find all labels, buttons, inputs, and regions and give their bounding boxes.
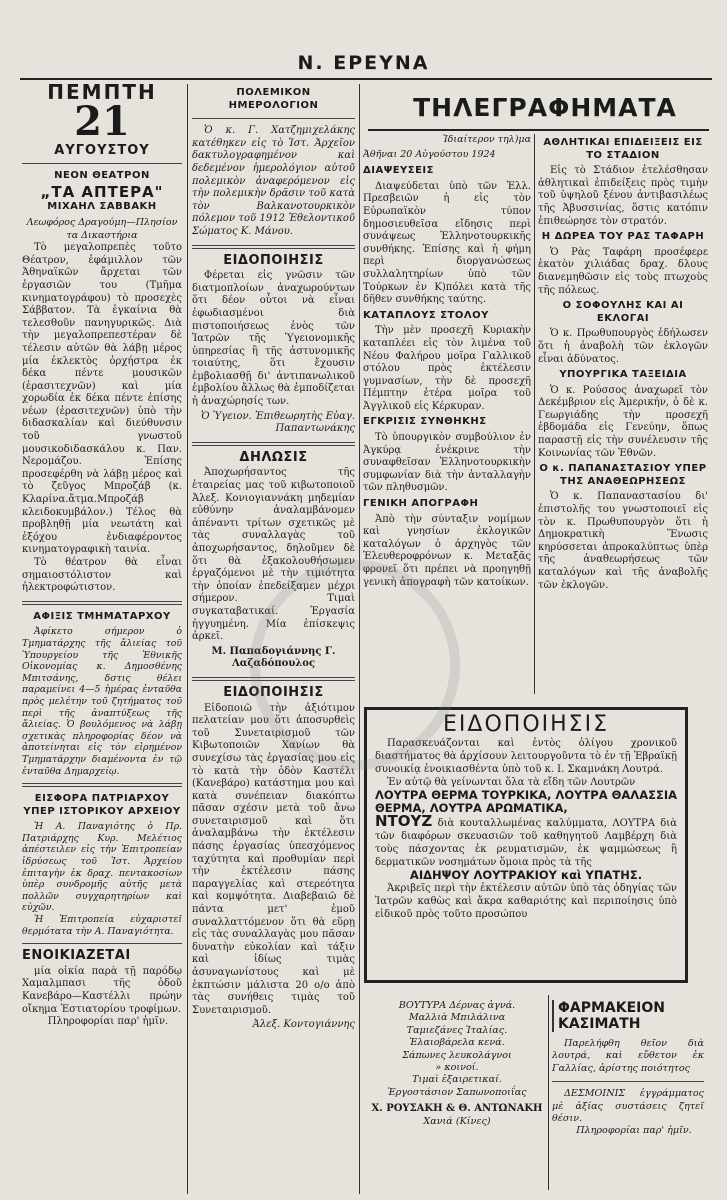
butter-place: Χανιά (Κίνες) (423, 1115, 491, 1127)
butter-line: Τιμαὶ ἐξαιρετικαί. (412, 1074, 502, 1086)
pact-text: Τὸ ὑπουργικὸν συμβούλιον ἐν Ἀγκύρᾳ ἐνέκρινε τὴν συναφθεῖσαν Ἑλληνοτουρκικὴν συμφωνίαν διὰ τὴν ἀνταλλαγὴν τῶν πληθυσμῶν. (363, 432, 531, 494)
weekday: ΠΕΜΠΤΗ (47, 84, 157, 104)
column-divider (548, 995, 549, 1190)
theatre-text-2: Τὸ θέατρον θὰ εἶναι σημαιοστόλιστον καὶ ἠλεκτροφώτιστον. (22, 557, 182, 594)
theatre-heading: ΝΕΟΝ ΘΕΑΤΡΟΝ (54, 170, 150, 182)
theatre-location: Λεωφόρος Δραγούμη—Πλησίον τα Δικαστήρια (26, 216, 178, 241)
gift-heading: Η ΔΩΡΕΑ ΤΟΥ ΡΑΣ ΤΑΦΑΡΗ (541, 231, 705, 243)
trip-text: Ὁ κ. Ρούσσος ἀναχωρεῖ τὸν Δεκέμβριον εἰς Ἀμερικήν, ὁ δὲ κ. Γεωργιάδης τὴν προσεχῆ ἑβδομάδα εἰς Γενεύην, ὅπως παραστῇ εἰς τὴν συνέλευσιν τῆς Κοινωνίας τῶν Ἐθνῶν. (538, 384, 708, 459)
telegram-dateline: Ἀθῆναι 20 Αὐγούστου 1924 (363, 148, 496, 160)
patriarch-heading: ΕΙΣΦΟΡΑ ΠΑΤΡΙΑΡΧΟΥ ΥΠΕΡ ΙΣΤΟΡΙΚΟΥ ΑΡΧΕΙΟΥ (23, 793, 181, 817)
declaration-signature: Μ. Παπαδογιάννης Γ. Λαζαδόπουλος (211, 645, 336, 670)
sport-text: Εἰς τὸ Στάδιον ἐτελέσθησαν ἀθλητικαὶ ἐπιδείξεις πρὸς τιμὴν τοῦ ὑψηλοῦ ξένου ἀντιβασιλέως τῆς Ἀβυσσινίας, ὅστις κατόπιν ἐπιθεώρησε τὸν στρατόν. (538, 165, 708, 227)
butter-line: ΒΟΥΤΥΡΑ Δέρνας ἁγνά. (398, 1000, 516, 1011)
baths-notice-title: ΕΙΔΟΠΟΙΗΣΙΣ (443, 712, 609, 737)
patriarch-text: Ἡ Α. Παναγιότης ὁ Πρ. Πατριάρχης Κυρ. Μελέτιος ἀπέστειλεν εἰς τὴν Ἐπιτροπείαν ἱδρύσεως τοῦ Ἱστ. Ἀρχείου ἐπιταγὴν ἐκ δραχ. πεντακοσίων ὑπὲρ συνδρομῆς αὐτῆς μετὰ πολλῶν συγχαρητηρίων καὶ εὐχῶν. (22, 821, 182, 914)
theatre-name: „ΤΑ ΑΠΤΕΡΑ" (40, 182, 164, 201)
census-text: Ἀπὸ τὴν σύνταξιν νομίμων καὶ γνησίων ἐκλογικῶν καταλόγων ὁ ἀρχηγὸς τῶν Ἐλευθεροφρόνων κ. Μεταξᾶς φρονεῖ ὅτι πρέπει νὰ προηγηθῇ γενικὴ ἀπογραφὴ τῶν κατοίκων. (363, 513, 531, 588)
notice-1-signature: Ὁ Ὑγειον. Ἐπιθεωρητὴς Εὐαγ. Παπαντωνάκης (200, 410, 355, 435)
telegram-special: Ἰδιαίτερον τηλ)μα (442, 134, 531, 145)
arrival-text: Ἀφίκετο σήμερον ὁ Τμηματάρχης τῆς ἄλιείας τοῦ Ὑπουργείου τῆς Ἐθνικῆς Οἰκονομίας κ. Δημοσθένης Μπιτσάνης, δστις θέλει παραμείνει 4—5 ἡμέρας ἐνταῦθα πρὸς μελέτην τοῦ ζητήματος τοῦ περὶ τῆς ἀναπτύξεως τῆς ἄλιείας. Ὁ βουλόμενος νὰ λάβῃ σχετικὰς πληροφορίας δέον νὰ ἀποτείνηται εἰς τὸν εἰρημένον Τμηματάρχην διαμένοντα ἐν τῷ ἐνταῦθα Δημαρχείῳ. (22, 626, 182, 777)
gift-text: Ὁ Ρὰς Ταφάρη προσέφερε ἑκατὸν χιλιάδας δραχ. δλους διανεμηθῶσιν εἰς τοὺς πτωχοὺς τῆς πόλεως. (538, 246, 708, 296)
column-divider (534, 134, 535, 694)
declaration-heading: ΔΗΛΩΣΙΣ (239, 449, 308, 465)
baths-text-2: Ἐν αὐτῷ θὰ γείνωνται ὅλα τὰ εἴδη τῶν Λουτρῶν (387, 777, 636, 788)
baths-text-3: διὰ κουταλλωμένας καλύμματα, ΛΟΥΤΡΑ διὰ τῶν διαφόρων σκευασιῶν τοῦ καθηγητοῦ Λαμβέρχη διὰ τοὺς πάσχοντας ἐκ ρευματισμῶν, ἐκ ψαμμώσεως ἢ δερματικῶν νοσημάτων ὅμοια πρὸς τὰ τῆς (375, 818, 677, 868)
rent-text: μία οἰκία παρὰ τῇ παρόδῳ Χαμαλμπασι τῆς ὁδοῦ Κανεβάρο—Καστέλλι πρώην οἴκημα Ἐστιατορίου τροφίμων. (22, 965, 182, 1015)
butter-line: » κοινοί. (435, 1062, 479, 1074)
notice-1-text: Φέρεται εἰς γνῶσιν τῶν διατμοπλοίων ἀναχωρούντων ὅτι δέον οὗτοι νὰ εἶναι ἐφωδιασμένοι διὰ πιστοποιήσεως ἑνὸς τῶν Ἰατρῶν τῆς Ὑγειονομικῆς ὑπηρεσίας ἢ τῆς ἀστυνομικῆς τοιαύτης, ὅτι ἔχουσιν ἐμβολιασθῇ δι' ἀντιπανωλικοῦ ἐμβολίου ἄλλως θὰ ἐμποδίζεται ἡ ἀναχώρησίς των. (192, 270, 355, 408)
papanastasiou-heading: Ο κ. ΠΑΠΑΝΑΣΤΑΣΙΟΥ ΥΠΕΡ ΤΗΣ ΑΝΑΘΕΩΡΗΣΕΩΣ (539, 463, 707, 487)
butter-line: Ἐλαιοβάρελα κενά. (409, 1037, 505, 1049)
denial-text: Διαψεύδεται ὑπὸ τῶν Ἑλλ. Πρεσβειῶν ἡ εἰς τὸν Εὐρωπαϊκὸν τύπον δημοσιευθεῖσα εἴδησις περὶ συνάψεως Ἑλληνοτουρκικῆς συνθήκης. Ἐπίσης καὶ ἡ φήμη περὶ διοργανώσεως συλλαλητηρίων ὑπὸ τῶν Τούρκων ἐν Κ)πόλει κατὰ τῆς δῆθεν συνθήκης ταύτης. (363, 180, 531, 306)
pharmacy-title: ΦΑΡΜΑΚΕΙΟΝ ΚΑΣΙΜΑΤΗ (552, 1000, 704, 1032)
butter-line: Μαλλιὰ Μπιλάλινα (408, 1012, 506, 1024)
masthead: Ν. ΕΡΕΥΝΑ (297, 52, 430, 74)
butter-line: Ἐργοστάσιον Σαπωνοποιΐας (387, 1086, 527, 1098)
theatre-owner: ΜΙΧΑΗΛ ΣΑΒΒΑΚΗ (47, 201, 157, 213)
fleet-text: Τὴν μὲν προσεχῆ Κυριακὴν καταπλέει εἰς τὸν λιμένα τοῦ Νέου Φαλήρου μοῖρα Γαλλικοῦ στόλου πρὸς ἐκτέλεσιν γυμνασίων, τὴν δὲ προσεχῆ Πέμπτην ἑτέρα μοῖρα τοῦ Ἀγγλικοῦ εἰς Κέρκυραν. (363, 325, 531, 412)
patriarch-text-2: Ἡ Ἐπιτροπεία εὐχαριστεῖ θερμότατα τὴν Α. Παναγιότητα. (22, 914, 182, 937)
archive-stamp-watermark (250, 560, 460, 770)
telegrams-title: ΤΗΛΕΓΡΑΦΗΜΑΤΑ (413, 93, 677, 122)
notice-2-heading: ΕΙΔΟΠΟΙΗΣΙΣ (223, 684, 324, 700)
date-number: 21 (74, 97, 130, 145)
pact-heading: ΕΓΚΡΙΣΙΣ ΣΥΝΘΗΚΗΣ (363, 416, 487, 428)
butter-line: Ταμιεζάνες Ἰταλίας. (406, 1024, 508, 1036)
sport-heading: ΑΘΛΗΤΙΚΑΙ ΕΠΙΔΕΙΞΕΙΣ ΕΙΣ ΤΟ ΣΤΑΔΙΟΝ (543, 137, 703, 161)
baths-text-4: Ἀκριβεῖς περὶ τὴν ἐκτέλεσιν αὐτῶν ὑπὸ τὰς ὁδηγίας τῶν Ἰατρῶν καθὼς καὶ ἄκρα καθαριότης καὶ περιποίησις ὑπὸ εἰδικοῦ πρὸς τοῦτο προσώπου (375, 883, 677, 920)
census-heading: ΓΕΝΙΚΗ ΑΠΟΓΡΑΦΗ (363, 498, 479, 510)
papanastasiou-text: Ὁ κ. Παπαναστασίου δι' ἐπιστολῆς του γνωστοποιεῖ εἰς τὸν κ. Πρωθυπουργὸν ὅτι ἡ Δημοκρατικὴ Ἕνωσις κηρύσσεται ἀπροκαλύπτως ὑπὲρ τῆς ἀναθεωρήσεως τῶν καταλόγων καὶ τῆς ἀναβολῆς τῶν ἐκλογῶν. (538, 491, 708, 591)
rent-text-2: Πληροφορίαι παρ' ἡμῖν. (47, 1016, 169, 1028)
war-diary-text: Ὁ κ. Γ. Χατζημιχελάκης κατέθηκεν εἰς τὸ Ἱστ. Ἀρχεῖον δακτυλογραφημένον καὶ δεδεμένον ἡμερολόγιον αὐτοῦ πολεμικὸν ἀναφερόμενον εἰς τὴν πολεμικὴν δρᾶσιν τοῦ κατὰ τὸν Βαλκανοτουρκικὸν πόλεμον τοῦ 1912 Ἐθελοντικοῦ Σώματος Κ. Μάνου. (192, 125, 355, 237)
column-4 (538, 134, 708, 694)
notice-1-heading: ΕΙΔΟΠΟΙΗΣΙΣ (223, 252, 324, 268)
theatre-text: Τὸ μεγαλοπρεπὲς τοῦτο Θέατρον, ἐφάμιλλον τῶν Ἀθηναϊκῶν ἄρχεται τῶν ἐργασιῶν του (Τμῆμα κινηματογράφου) τὸ προσεχὲς Σάββατον. Τὰ ἐγκαίνια θὰ τελεσθοῦν πανηγυρικῶς. Διὰ τὴν μεγαλοπρεπεστέραν δὲ τέλεσιν αὐτῶν θὰ λάβῃ μέρος μία ἐκλεκτὸς ὀρχήστρα ἐκ δέκα πέντε μουσικῶν (ἐρασιτεχνῶν) καὶ μία χορωδία ἐκ δέκα πέντε ἐπίσης νέων (ἐρασιτεχνῶν) ὑπὸ τὴν διδασκαλίαν καὶ διεύθυνσιν τοῦ γνωστοῦ μουσικοδιδασκάλου κ. Παν. Νερομάζου. Ἐπίσης προσεφέρθη νὰ λάβῃ μέρος καὶ τὸ ζεῦγος Μπροζάβ (κ. Κλαρίνα.ἄτμα.Μπροζάβ κλειδοκυμβάλον.) Τέλος θὰ προβληθῇ μία νεωτάτη καὶ ἐξόχου ἐνδιαφέροντος κινηματογραφικὴ ταινία. (22, 242, 182, 556)
butter-signature: Χ. ΡΟΥΣΑΚΗ & Θ. ΑΝΤΩΝΑΚΗ (371, 1103, 543, 1115)
butter-line: Σάπωνες λευκολάγνοι (402, 1049, 512, 1061)
masthead-rule (20, 78, 712, 80)
declaration-text: Ἀποχωρήσαντος τῆς ἑταιρείας μας τοῦ κιβωτοποιοῦ Ἀλεξ. Κονιογιαννάκη μηδεμίαν εὐθύνην ἀναλαμβάνομεν ἀπέναντι τρίτων σχετικῶς μὲ τὰς συναλλαγὰς τοῦ ἀποχωρήσαντος, δηλοῦμεν δὲ ὅτι θὰ ἐξακολουθήσωμεν ἐργαζόμενοι μὲ τὴν τιμιότητα τὴν ὁποίαν ἐπεδείξαμεν μέχρι σήμερον. Τιμαὶ συγκαταβατικαί. Ἐργασία ἠγγυημένη. Μία ἐπίσκεψις ἀρκεῖ. (192, 467, 355, 643)
baths-text-1: Παρασκευάζονται καὶ ἐντὸς ὀλίγου χρονικοῦ διαστήματος θὰ ἀρχίσουν λειτουργοῦντα τὸ ἐν τῇ Ἐβραϊκῇ συνοικίᾳ ἐνοικιασθέντα ὑπὸ τοῦ κ. Ι. Σκαμνάκη Λουτρά. (375, 738, 677, 775)
notice-2-text: Εἰδοποιῶ τὴν ἀξιότιμον πελατείαν μου ὅτι ἀποσυρθεὶς τοῦ Συνεταιρισμοῦ τῶν Κιβωτοποιῶν Χανίων θὰ συνεχίσω τὰς ἐργασίας μου εἰς τὸ κατὰ τὴν ὁδὸν Καστέλι (Κανεβάρο) κατάστημα μου καὶ κατὰ συνέπειαν διακόπτω πᾶσαν σχέσιν μετὰ τοῦ ἄνω συνεταιρισμοῦ καὶ ὅτι ἀναλαμβάνω τὴν ἐκτέλεσιν πάσης ἐργασίας ὑπεσχόμενος ταχύτητα καὶ προθυμίαν περὶ τὴν ἐκτέλεσιν πάσης παραγγελίας καὶ στερεότητα καὶ κομψότητα. Διαβεβαιῶ δὲ πάντα μετ' ἐμοῦ συναλλαττόμενον ὅτι θὰ εὕρῃ εἰς τὰς συναλλαγὰς μου πᾶσαν δυνατὴν εὐκολίαν καὶ τάξιν καὶ ἰδίως τιμὰς ἀσυναγωνίστους καὶ μὲ ἐκπτώσιν μάλιστα 20 ο/ο ἀπὸ τὰς συνήθεις τιμὰς τοῦ Συνεταιρισμοῦ. (192, 702, 355, 1016)
baths-big-word: ΝΤΟΥΖ (375, 812, 433, 830)
pm-heading: Ο ΣΟΦΟΥΛΗΣ ΚΑΙ ΑΙ ΕΚΛΟΓΑΙ (562, 300, 684, 324)
lost-text: ΔΕΣΜΟΙΝΙΣ ἐγγράμματος μὲ ἀξίας συστάσεις ζητεῖ θέσιν. (552, 1088, 704, 1125)
column-1 (22, 84, 182, 1194)
rent-heading: ΕΝΟΙΚΙΑΖΕΤΑΙ (22, 948, 131, 964)
pm-text: Ὁ κ. Πρωθυπουργὸς ἐδήλωσεν ὅτι ἡ ἀναβολὴ τῶν ἐκλογῶν εἶναι ἀδύνατος. (538, 328, 708, 365)
butter-ad (368, 1000, 546, 1190)
notice-2-signature: Ἀλεξ. Κοντογιάννης (252, 1019, 355, 1031)
baths-caps-2: ΑΙΔΗΨΟΥ ΛΟΥΤΡΑΚΙΟΥ καὶ ΥΠΑΤΗΣ. (409, 868, 643, 882)
lost-text-2: Πληροφορίαι παρ' ἡμῖν. (576, 1125, 692, 1137)
telegrams-rule (368, 129, 709, 131)
arrival-heading: ΑΦΙΞΙΣ ΤΜΗΜΑΤΑΡΧΟΥ (33, 610, 171, 622)
column-divider (187, 84, 188, 1194)
denial-heading: ΔΙΑΨΕΥΣΕΙΣ (363, 165, 434, 177)
fleet-heading: ΚΑΤΑΠΛΟΥΣ ΣΤΟΛΟΥ (363, 309, 489, 321)
trip-heading: ΥΠΟΥΡΓΙΚΑ ΤΑΞΕΙΔΙΑ (559, 369, 687, 381)
war-diary-heading: ΠΟΛΕΜΙΚΟΝ ΗΜΕΡΟΛΟΓΙΟΝ (228, 87, 319, 111)
pharmacy-ad (552, 1000, 704, 1190)
baths-caps-1: ΛΟΥΤΡΑ ΘΕΡΜΑ ΤΟΥΡΚΙΚΑ, ΛΟΥΤΡΑ ΘΑΛΑΣΣΙΑ ΘΕΡΜΑ, ΛΟΥΤΡΑ ΑΡΩΜΑΤΙΚΑ, (375, 788, 677, 815)
pharmacy-text: Παρελήφθη θεῖον διὰ λουτρά, καὶ εὔθετον ἐκ Γαλλίας, ἀρίστης ποιότητος (552, 1038, 704, 1074)
month: ΑΥΓΟΥΣΤΟΥ (54, 142, 150, 158)
